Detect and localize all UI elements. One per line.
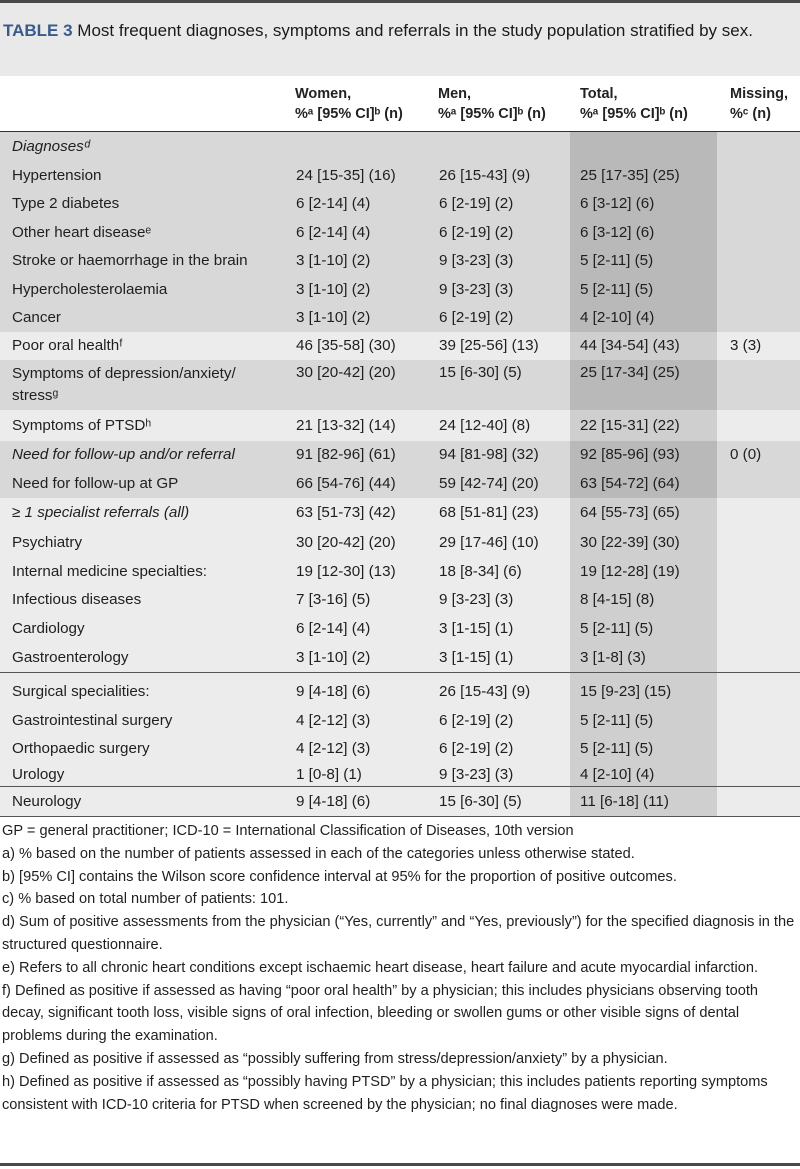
table-row [0, 787, 800, 816]
cell-total: 25 [17-34] (25) [580, 364, 680, 381]
footnote: f) Defined as positive if assessed as having “poor oral health” by a physician; this includes physicians observing tooth decay, significant tooth loss, visible signs of oral infection, bleeding or swollen gums or other visible signs of dental problems during the examination. [2, 982, 759, 1045]
row-label: ≥ 1 specialist referrals (all) [12, 504, 190, 521]
cell-women: 19 [12-30] (13) [296, 563, 396, 580]
cell-total: 6 [3-12] (6) [580, 195, 655, 212]
table-row [0, 469, 800, 498]
cell-women: 30 [20-42] (20) [296, 534, 396, 551]
cell-total: 8 [4-15] (8) [580, 591, 655, 608]
table-row [0, 275, 800, 304]
footnotes [2, 820, 798, 1116]
row-label: Surgical specialities: [12, 683, 150, 700]
cell-men: 29 [17-46] (10) [439, 534, 539, 551]
cell-total: 22 [15-31] (22) [580, 417, 680, 434]
cell-total: 92 [85-96] (93) [580, 446, 680, 463]
row-label: Infectious diseases [12, 591, 142, 608]
cell-women: 3 [1-10] (2) [296, 309, 371, 326]
section-divider [0, 672, 800, 673]
row-label: Stroke or haemorrhage in the brain [12, 252, 248, 269]
cell-total: 15 [9-23] (15) [580, 683, 672, 700]
header-women: Women, %ᵃ [95% CI]ᵇ (n) [295, 86, 403, 122]
row-label: Symptoms of PTSDʰ [12, 417, 152, 434]
table-row [0, 218, 800, 247]
table-row [0, 706, 800, 735]
cell-total: 11 [6-18] (11) [580, 793, 669, 810]
cell-men: 3 [1-15] (1) [439, 620, 514, 637]
cell-total: 6 [3-12] (6) [580, 224, 655, 241]
table-row [0, 190, 800, 218]
footnote: GP = general practitioner; ICD-10 = International Classification of Diseases, 10th version [2, 823, 574, 839]
cell-women: 9 [4-18] (6) [296, 793, 371, 810]
cell-women: 66 [54-76] (44) [296, 475, 396, 492]
cell-women: 3 [1-10] (2) [296, 649, 371, 666]
table-row [0, 614, 800, 643]
cell-total: 5 [2-11] (5) [580, 281, 654, 298]
cell-men: 6 [2-19] (2) [439, 309, 514, 326]
cell-women: 4 [2-12] (3) [296, 740, 371, 757]
cell-women: 91 [82-96] (61) [296, 446, 396, 463]
cell-missing: 3 (3) [730, 337, 762, 354]
footnote: h) Defined as positive if assessed as “possibly having PTSD” by a physician; this includes patients reporting symptoms consistent with ICD-10 criteria for PTSD when screened by the physician; no final diagnoses were made. [2, 1073, 768, 1113]
cell-men: 6 [2-19] (2) [439, 740, 514, 757]
table-row [0, 332, 800, 360]
cell-men: 6 [2-19] (2) [439, 195, 514, 212]
row-label: Internal medicine specialties: [12, 563, 208, 580]
header-missing: Missing, %ᶜ (n) [730, 86, 789, 122]
cell-total: 44 [34-54] (43) [580, 337, 680, 354]
cell-men: 6 [2-19] (2) [439, 224, 514, 241]
table-row [0, 304, 800, 332]
footnote: a) % based on the number of patients assessed in each of the categories unless otherwise stated. [2, 845, 635, 862]
table-header [0, 76, 800, 132]
cell-women: 3 [1-10] (2) [296, 252, 371, 269]
cell-men: 39 [25-56] (13) [439, 337, 539, 354]
cell-men: 26 [15-43] (9) [439, 683, 531, 700]
row-label: Cancer [12, 309, 61, 326]
cell-total: 30 [22-39] (30) [580, 534, 680, 551]
cell-women: 6 [2-14] (4) [296, 195, 371, 212]
cell-total: 4 [2-10] (4) [580, 766, 655, 783]
row-label: Type 2 diabetes [12, 195, 120, 212]
cell-men: 15 [6-30] (5) [439, 364, 522, 381]
row-label: Neurology [12, 793, 82, 810]
cell-men: 9 [3-23] (3) [439, 766, 514, 783]
table-title [0, 0, 800, 76]
row-label: Orthopaedic surgery [12, 740, 150, 757]
cell-men: 24 [12-40] (8) [439, 417, 531, 434]
footnote: c) % based on total number of patients: 101. [2, 891, 289, 908]
row-label: Psychiatry [12, 534, 83, 551]
row-label: Poor oral healthᶠ [12, 337, 123, 354]
row-label: Need for follow-up and/or referral [12, 446, 235, 463]
row-label: Cardiology [12, 620, 85, 637]
table-caption: Most frequent diagnoses, symptoms and referrals in the study population stratified by sex. [72, 21, 753, 40]
cell-men: 59 [42-74] (20) [439, 475, 539, 492]
cell-women: 46 [35-58] (30) [296, 337, 396, 354]
table-row [0, 410, 800, 441]
table-row [0, 763, 800, 787]
row-label: Urology [12, 766, 65, 783]
cell-women: 4 [2-12] (3) [296, 712, 371, 729]
cell-men: 9 [3-23] (3) [439, 591, 514, 608]
cell-men: 15 [6-30] (5) [439, 793, 522, 810]
bottom-rule [0, 1163, 800, 1166]
cell-missing: 0 (0) [730, 446, 762, 463]
table-row [0, 441, 800, 469]
cell-men: 9 [3-23] (3) [439, 252, 514, 269]
cell-men: 26 [15-43] (9) [439, 167, 531, 184]
row-label: Diagnosesᵈ [12, 138, 90, 155]
footnote: e) Refers to all chronic heart conditions except ischaemic heart disease, heart failure and acute myocardial infarction. [2, 959, 759, 976]
cell-total: 5 [2-11] (5) [580, 712, 654, 729]
cell-total: 5 [2-11] (5) [580, 252, 654, 269]
table-row [0, 678, 800, 706]
row-label: Hypertension [12, 167, 102, 184]
row-label: Hypercholesterolaemia [12, 281, 168, 298]
footnote: b) [95% CI] contains the Wilson score confidence interval at 95% for the proportion of positive outcomes. [2, 868, 677, 885]
table-row [0, 247, 800, 275]
cell-men: 68 [51-81] (23) [439, 504, 539, 521]
header-men: Men, %ᵃ [95% CI]ᵇ (n) [438, 86, 546, 122]
footnote: d) Sum of positive assessments from the physician (“Yes, currently” and “Yes, previously”) for the specified diagnosis in the structured questionnaire. [2, 914, 795, 953]
cell-women: 9 [4-18] (6) [296, 683, 371, 700]
footnote-divider [0, 816, 800, 817]
table-row [0, 498, 800, 528]
row-label: Gastrointestinal surgery [12, 712, 173, 729]
cell-total: 63 [54-72] (64) [580, 475, 680, 492]
cell-total: 4 [2-10] (4) [580, 309, 655, 326]
table-row [0, 360, 800, 410]
cell-men: 6 [2-19] (2) [439, 712, 514, 729]
section-divider [0, 786, 800, 787]
table-row [0, 528, 800, 557]
cell-total: 3 [1-8] (3) [580, 649, 646, 666]
cell-men: 9 [3-23] (3) [439, 281, 514, 298]
row-label: Need for follow-up at GP [12, 475, 179, 492]
cell-men: 3 [1-15] (1) [439, 649, 514, 666]
table-row [0, 735, 800, 763]
row-label: Gastroenterology [12, 649, 129, 666]
header-total: Total, %ᵃ [95% CI]ᵇ (n) [580, 86, 688, 122]
cell-women: 6 [2-14] (4) [296, 224, 371, 241]
table-row [0, 586, 800, 614]
row-label: Symptoms of depression/anxiety/ stressᵍ [12, 365, 236, 404]
cell-total: 5 [2-11] (5) [580, 620, 654, 637]
cell-total: 19 [12-28] (19) [580, 563, 680, 580]
footnote: g) Defined as positive if assessed as “possibly suffering from stress/depression/anxiety” by a physician. [2, 1050, 668, 1067]
cell-women: 21 [13-32] (14) [296, 417, 396, 434]
cell-women: 1 [0-8] (1) [296, 766, 362, 783]
cell-women: 24 [15-35] (16) [296, 167, 396, 184]
table-row [0, 643, 800, 673]
table-row [0, 133, 800, 161]
cell-women: 63 [51-73] (42) [296, 504, 396, 521]
cell-total: 25 [17-35] (25) [580, 167, 680, 184]
cell-men: 94 [81-98] (32) [439, 446, 539, 463]
cell-women: 30 [20-42] (20) [296, 364, 396, 381]
cell-men: 18 [8-34] (6) [439, 563, 522, 580]
row-label: Other heart diseaseᵉ [12, 224, 152, 241]
cell-women: 7 [3-16] (5) [296, 591, 371, 608]
cell-total: 5 [2-11] (5) [580, 740, 654, 757]
cell-total: 64 [55-73] (65) [580, 504, 680, 521]
cell-women: 6 [2-14] (4) [296, 620, 371, 637]
table-label: TABLE 3 [3, 21, 73, 40]
table-row [0, 557, 800, 586]
table-row [0, 161, 800, 190]
cell-women: 3 [1-10] (2) [296, 281, 371, 298]
